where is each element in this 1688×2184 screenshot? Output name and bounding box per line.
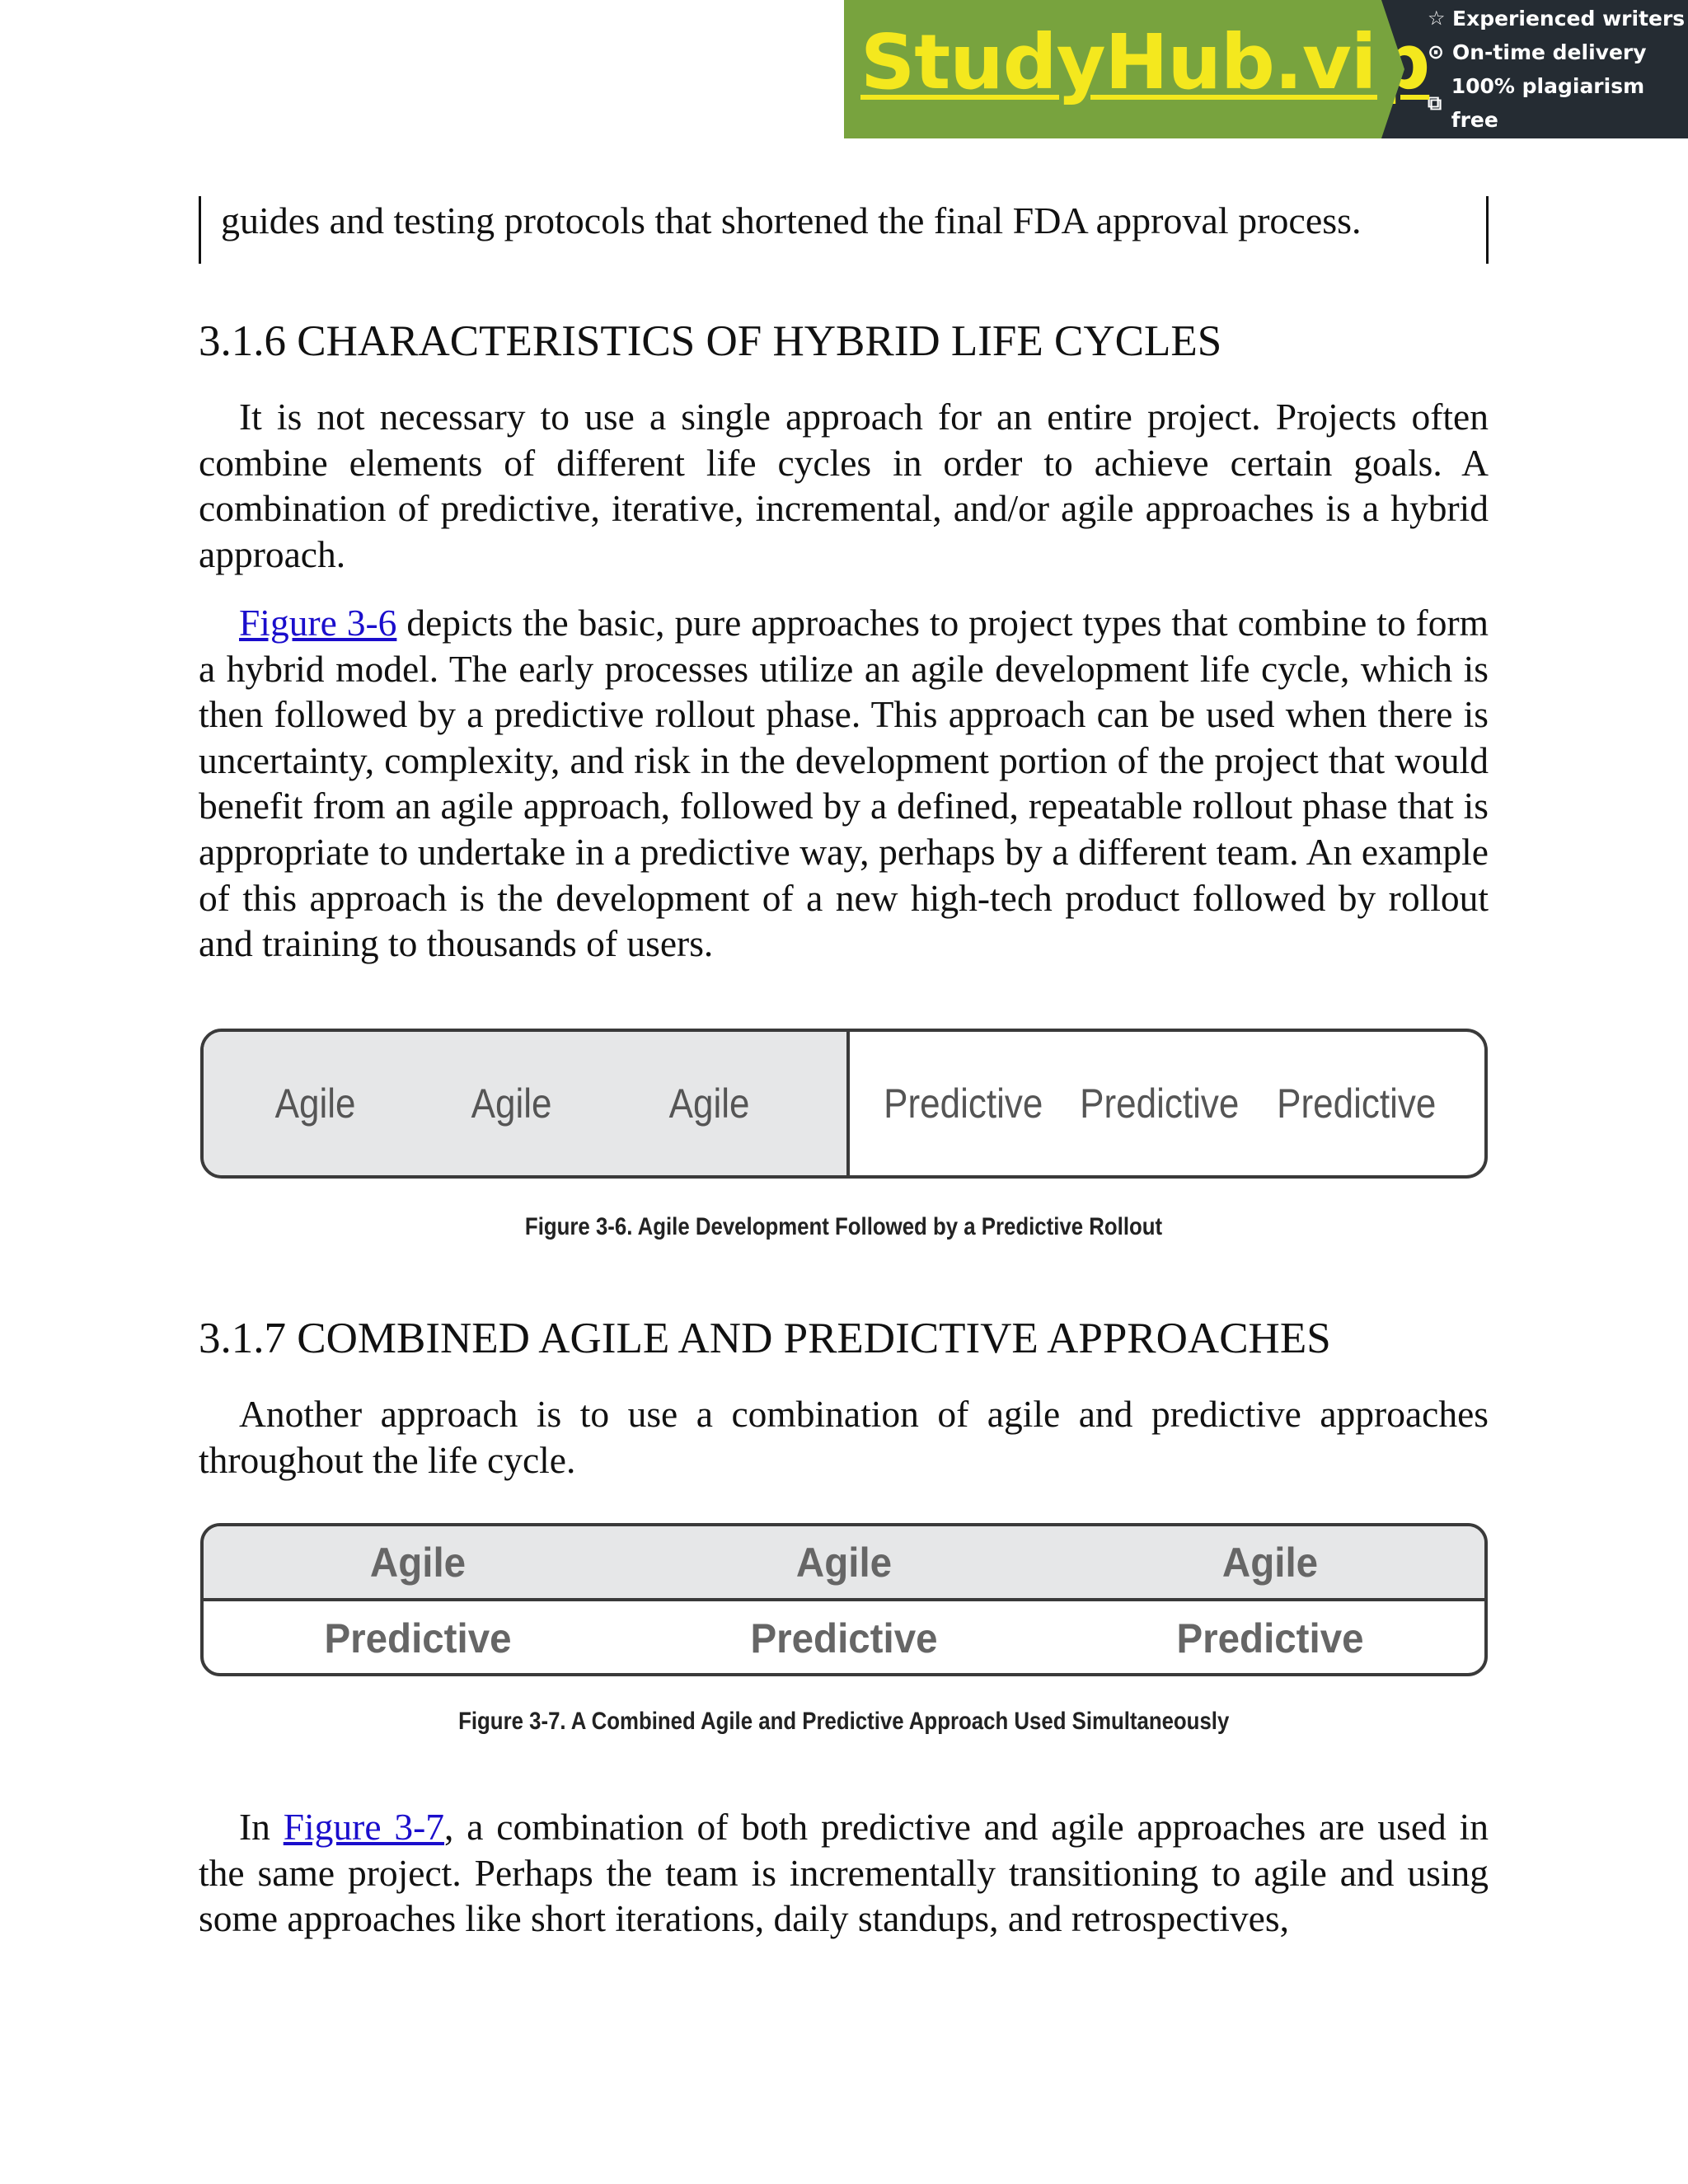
paragraph-figure-36-desc (199, 600, 1489, 967)
caption-text: Figure 3-7. A Combined Agile and Predictive Approach Used Simultaneously (457, 1708, 1230, 1735)
figure-3-6-caption (199, 1213, 1489, 1241)
banner-feature-delivery (1428, 35, 1688, 69)
paragraph-hybrid-intro: It is not necessary to use a single approach for an entire project. Projects often combine elements of different life cycles in order to achieve certain goals. A combination of predictive, iterative, incremental, and/or agile approaches is a hybrid approach. (199, 396, 1489, 575)
predictive-label: Predictive (884, 1080, 1043, 1127)
studyhub-banner[interactable] (844, 0, 1688, 138)
predictive-label: Predictive (1277, 1080, 1437, 1127)
agile-label: Agile (369, 1539, 466, 1586)
clock-icon: ⊙ (1428, 40, 1445, 63)
copy-icon: ⧉ (1428, 91, 1442, 115)
figure-3-7-link[interactable]: Figure 3-7 (283, 1806, 445, 1848)
banner-feature-text: Experienced writers (1452, 7, 1686, 30)
figure-3-6 (200, 1029, 1488, 1179)
paragraph-text: , a combination of both predictive and agile approaches are used in the same project. Perhaps the team is incrementally transitioning to agile and using some approaches like short iterations, daily standups, and retrospectives, (199, 1806, 1489, 1940)
section-heading-316: 3.1.6 CHARACTERISTICS OF HYBRID LIFE CYCLES (199, 317, 1222, 365)
banner-feature-text: On-time delivery (1452, 40, 1647, 64)
continuation-text: guides and testing protocols that shortened the final FDA approval process. (221, 199, 1362, 241)
predictive-label: Predictive (1176, 1615, 1365, 1661)
agile-label: Agile (471, 1080, 552, 1127)
figure-3-6-link[interactable]: Figure 3-6 (239, 602, 397, 644)
banner-feature-text: 100% plagiarism free (1451, 74, 1645, 132)
caption-text: Figure 3-6. Agile Development Followed by a Predictive Rollout (524, 1213, 1163, 1240)
agile-phase-block (204, 1032, 850, 1175)
paragraph-combined-intro: Another approach is to use a combination of agile and predictive approaches throughout the life cycle. (199, 1393, 1489, 1481)
agile-label: Agile (274, 1080, 356, 1127)
star-icon: ☆ (1428, 7, 1446, 30)
predictive-label: Predictive (750, 1615, 938, 1661)
agile-label: Agile (1222, 1539, 1319, 1586)
agile-row (204, 1526, 1484, 1601)
paragraph-text: depicts the basic, pure approaches to project types that combine to form a hybrid model. The early processes utilize an agile development life cycle, which is then followed by a predictive rollout phase. This approach can be used when there is uncertainty, complexity, and risk in the development portion of the project that would benefit from an agile approach, followed by a defined, repeatable rollout phase that is appropriate to undertake in a predictive way, perhaps by a different team. An example of this approach is the development of a new high-tech product followed by rollout and training to thousands of users. (199, 602, 1489, 965)
predictive-label: Predictive (1080, 1080, 1240, 1127)
predictive-phase-block (850, 1032, 1484, 1175)
figure-3-7-caption (199, 1708, 1489, 1736)
banner-feature-writers (1428, 2, 1688, 35)
section-heading-317: 3.1.7 COMBINED AGILE AND PREDICTIVE APPROACHES (199, 1315, 1331, 1362)
agile-label: Agile (795, 1539, 893, 1586)
figure-3-7 (200, 1523, 1488, 1676)
predictive-row (204, 1601, 1484, 1675)
paragraph-figure-37-desc (199, 1804, 1489, 1942)
predictive-label: Predictive (323, 1615, 512, 1661)
studyhub-logo: StudyHub.vip (860, 18, 1430, 106)
agile-label: Agile (668, 1080, 750, 1127)
banner-feature-plagiarism (1428, 69, 1688, 137)
paragraph-prefix: In (239, 1806, 284, 1848)
banner-logo-area (844, 0, 1430, 138)
